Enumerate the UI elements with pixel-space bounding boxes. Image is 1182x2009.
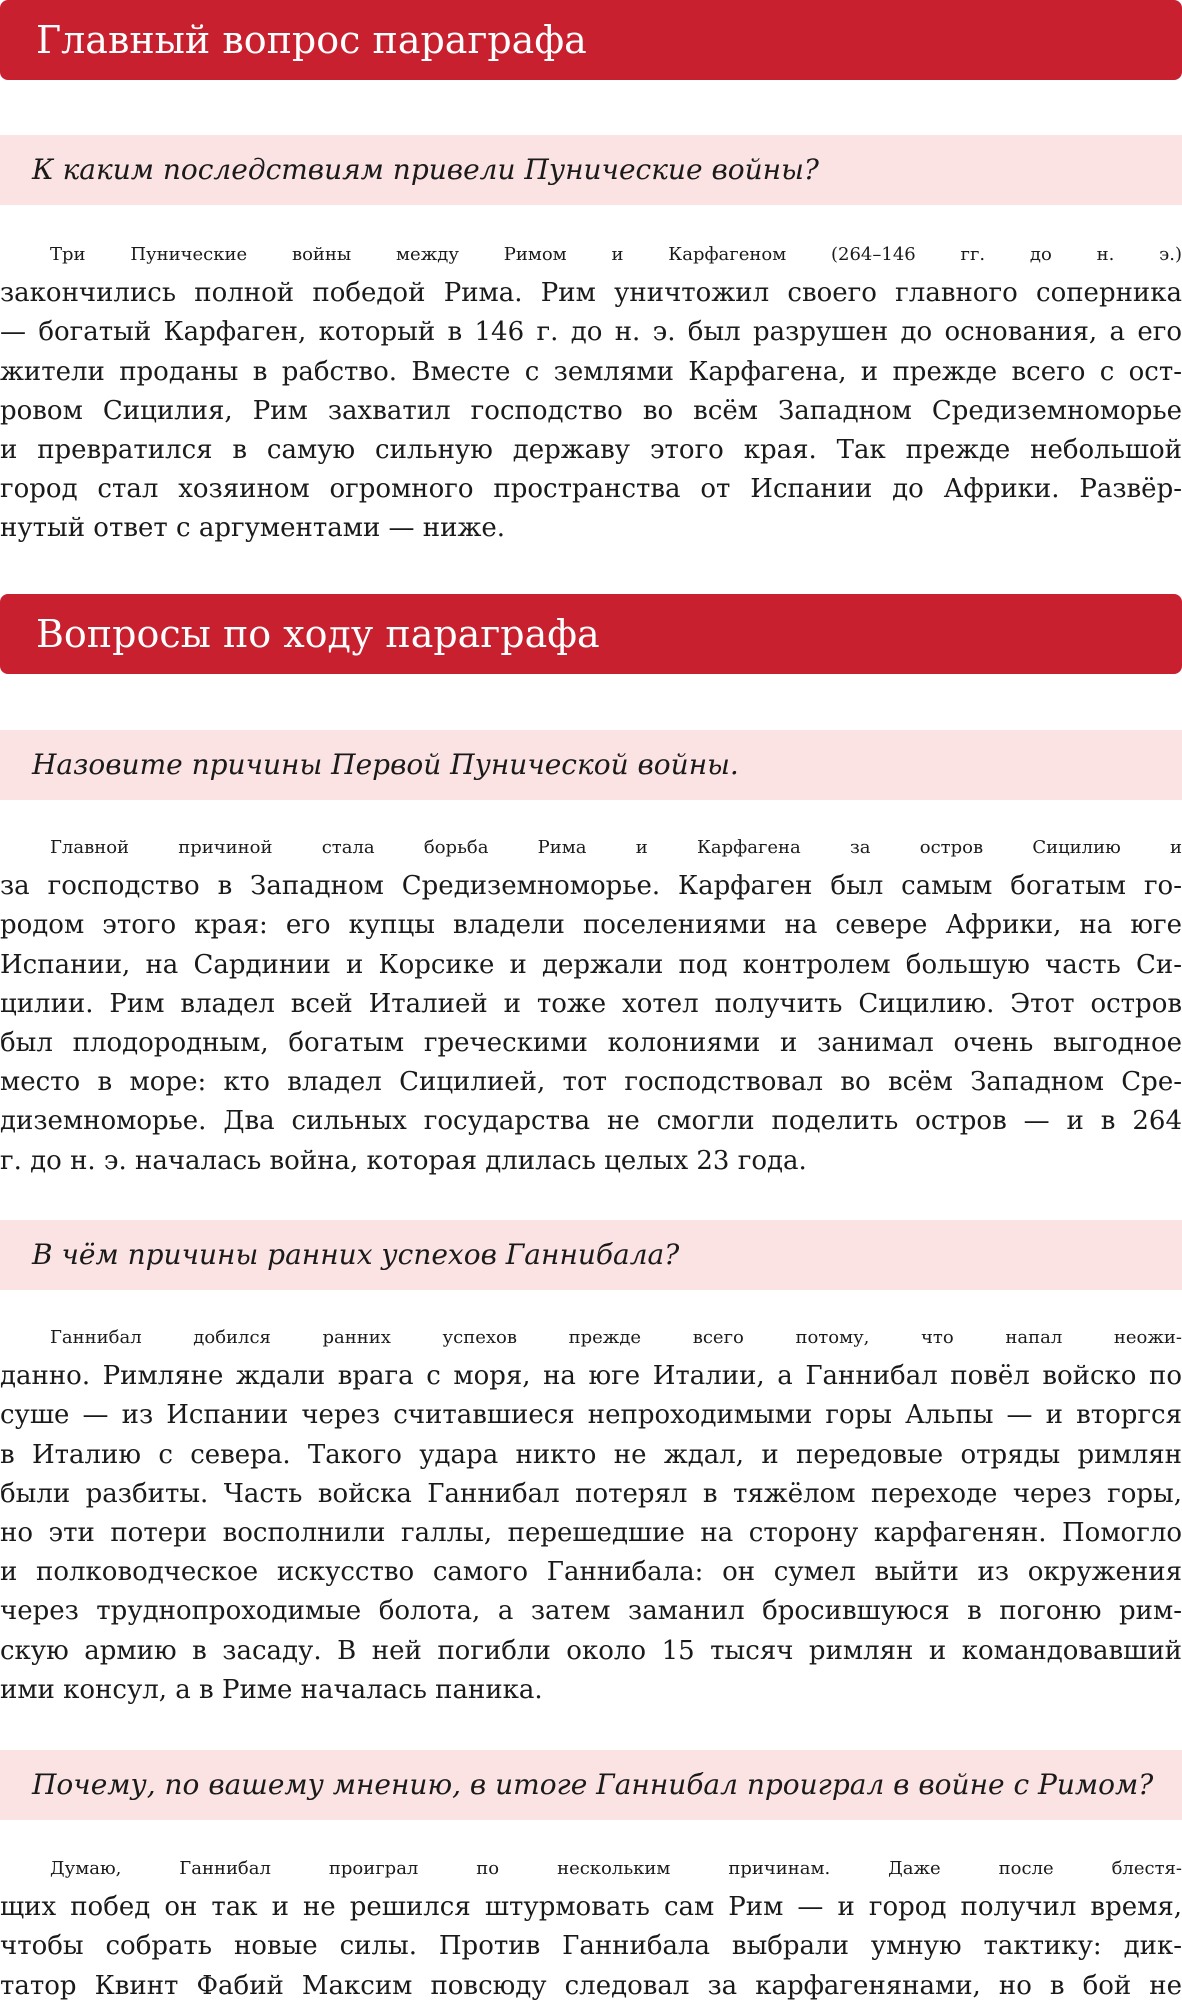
- answer-paragraph-1: [0, 828, 1182, 1181]
- answer-line: Ганнибал добился ранних успехов прежде всего потому, что напал неожи-: [50, 1327, 1182, 1348]
- answer-line: были разбиты. Часть войска Ганнибал потерял в тяжёлом переходе через горы,: [0, 1478, 1182, 1509]
- answer-line: нутый ответ с аргументами — ниже.: [0, 513, 506, 544]
- answer-line: жители проданы в рабство. Вместе с землями Карфагена, и прежде всего с ост-: [0, 356, 1182, 387]
- answer-line: закончились полной победой Рима. Рим уничтожил своего главного соперника: [0, 278, 1182, 309]
- progress-questions-header: Вопросы по ходу параграфа: [0, 594, 1182, 674]
- answer-line: Три Пунические войны между Римом и Карфагеном (264–146 гг. до н. э.): [50, 244, 1182, 265]
- answer-line: данно. Римляне ждали врага с моря, на юге Италии, а Ганнибал повёл войско по: [0, 1361, 1182, 1392]
- question-prompt-3: Почему, по вашему мнению, в итоге Ганнибал проиграл в войне с Римом?: [0, 1750, 1182, 1820]
- answer-line: ими консул, а в Риме началась паника.: [0, 1674, 543, 1705]
- answer-line: щих побед он так и не решился штурмовать сам Рим — и город получил время,: [0, 1892, 1182, 1923]
- answer-line: татор Квинт Фабий Максим повсюду следовал за карфагенянами, но в бой не: [0, 1970, 1182, 2001]
- question-prompt-1: Назовите причины Первой Пунической войны.: [0, 730, 1182, 800]
- answer-line: за господство в Западном Средиземноморье. Карфаген был самым богатым го-: [0, 871, 1182, 902]
- main-question-prompt: К каким последствиям привели Пунические войны?: [0, 135, 1182, 205]
- answer-line: скую армию в засаду. В ней погибли около 15 тысяч римлян и командовавший: [0, 1635, 1182, 1666]
- answer-line: через труднопроходимые болота, а затем заманил бросившуюся в погоню рим-: [0, 1596, 1182, 1627]
- answer-line: суше — из Испании через считавшиеся непроходимыми горы Альпы — и вторгся: [0, 1400, 1182, 1431]
- answer-line: — богатый Карфаген, который в 146 г. до н. э. был разрушен до основания, а его: [0, 317, 1182, 348]
- answer-line: был плодородным, богатым греческими колониями и занимал очень выгодное: [0, 1028, 1182, 1059]
- answer-line: чтобы собрать новые силы. Против Ганнибала выбрали умную тактику: дик-: [0, 1931, 1182, 1962]
- answer-line: цилии. Рим владел всей Италией и тоже хотел получить Сицилию. Этот остров: [0, 988, 1182, 1019]
- answer-line: родом этого края: его купцы владели поселениями на севере Африки, на юге: [0, 910, 1182, 941]
- answer-line: Испании, на Сардинии и Корсике и держали под контролем большую часть Си-: [0, 949, 1182, 980]
- answer-line: и превратился в самую сильную державу этого края. Так прежде небольшой: [0, 435, 1182, 466]
- answer-line: город стал хозяином огромного пространства от Испании до Африки. Развёр-: [0, 474, 1182, 505]
- answer-line: Думаю, Ганнибал проиграл по нескольким причинам. Даже после блестя-: [50, 1858, 1182, 1879]
- answer-line: Главной причиной стала борьба Рима и Карфагена за остров Сицилию и: [50, 837, 1182, 858]
- main-question-header: Главный вопрос параграфа: [0, 0, 1182, 80]
- answer-line: место в море: кто владел Сицилией, тот господствовал во всём Западном Сре-: [0, 1067, 1182, 1098]
- answer-line: в Италию с севера. Такого удара никто не ждал, и передовые отряды римлян: [0, 1439, 1182, 1470]
- question-prompt-2: В чём причины ранних успехов Ганнибала?: [0, 1220, 1182, 1290]
- main-answer-paragraph: [0, 235, 1182, 549]
- answer-line: ровом Сицилия, Рим захватил господство во всём Западном Средиземноморье: [0, 395, 1182, 426]
- answer-line: но эти потери восполнили галлы, перешедшие на сторону карфагенян. Помогло: [0, 1518, 1182, 1549]
- answer-paragraph-3: [0, 1849, 1182, 2006]
- answer-line: и полководческое искусство самого Ганнибала: он сумел выйти из окружения: [0, 1557, 1182, 1588]
- answer-line: г. до н. э. началась война, которая длилась целых 23 года.: [0, 1145, 807, 1176]
- answer-paragraph-2: [0, 1318, 1182, 1710]
- answer-line: диземноморье. Два сильных государства не смогли поделить остров — и в 264: [0, 1106, 1182, 1137]
